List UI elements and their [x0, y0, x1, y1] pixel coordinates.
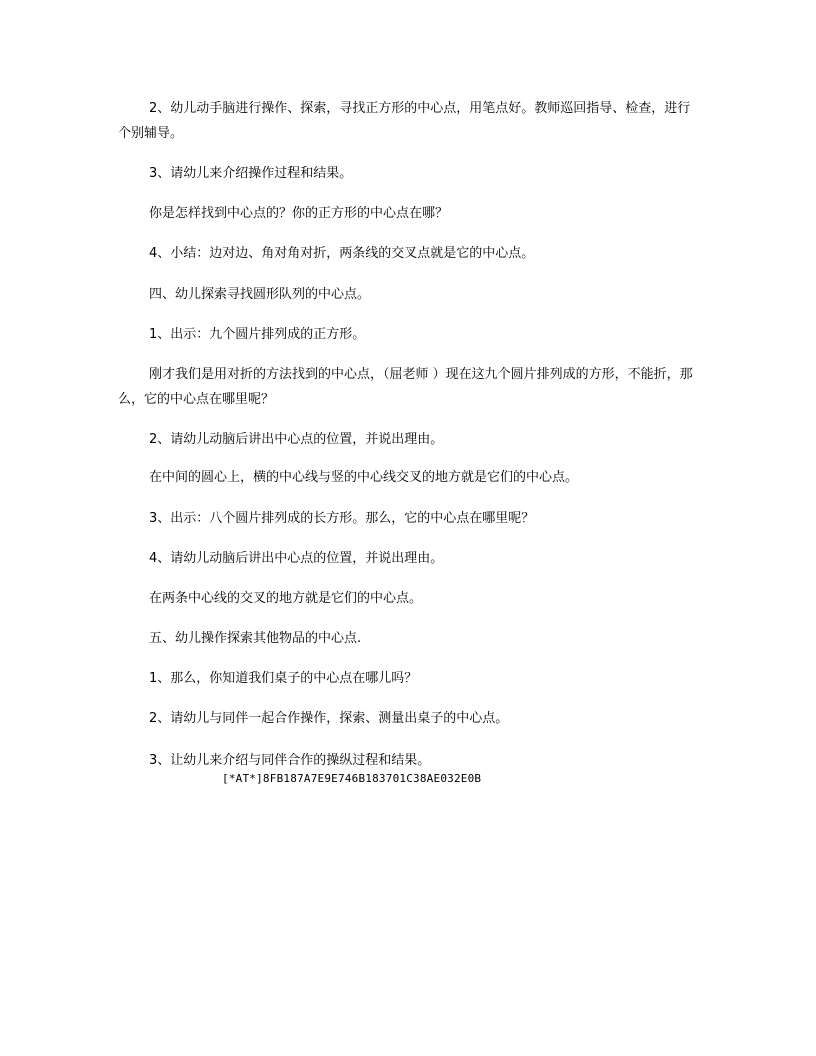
paragraph-two-lines-cross: 在两条中心线的交叉的地方就是它们的中心点。 — [149, 591, 423, 606]
paragraph-show-nine-circles: 1、出示：九个圆片排列成的正方形。 — [149, 327, 366, 342]
paragraph-introduce-cooperation: 3、让幼儿来介绍与同伴合作的操纵过程和结果。 — [149, 753, 431, 768]
paragraph-step-4-explain: 4、请幼儿动脑后讲出中心点的位置，并说出理由。 — [149, 551, 444, 566]
document-footer-code: [*AT*]8FB187A7E9E746B183701C38AE032E0B — [222, 772, 482, 785]
paragraph-question-center: 你是怎样找到中心点的？你的正方形的中心点在哪？ — [149, 206, 449, 221]
paragraph-fold-method: 刚才我们是用对折的方法找到的中心点，（屈老师 ）现在这九个圆片排列成的方形，不能折，那么，它的中心点在哪里呢？ — [118, 367, 693, 407]
paragraph-step-2-explain: 2、请幼儿动脑后讲出中心点的位置，并说出理由。 — [149, 432, 444, 447]
paragraph-step-4-summary: 4、小结：边对边、角对角对折，两条线的交叉点就是它的中心点。 — [149, 246, 535, 261]
section-heading-five: 五、幼儿操作探索其他物品的中心点. — [149, 631, 362, 646]
paragraph-step-3-introduce: 3、请幼儿来介绍操作过程和结果。 — [149, 166, 353, 181]
paragraph-show-eight-circles: 3、出示：八个圆片排列成的长方形。那么，它的中心点在哪里呢？ — [149, 511, 535, 526]
section-heading-four: 四、幼儿探索寻找圆形队列的中心点。 — [149, 287, 371, 302]
paragraph-step-2-operate: 2、幼儿动手脑进行操作、探索，寻找正方形的中心点，用笔点好。教师巡回指导、检查，进行个别辅导。 — [118, 101, 691, 141]
paragraph-cooperate-measure: 2、请幼儿与同伴一起合作操作，探索、测量出桌子的中心点。 — [149, 711, 509, 726]
paragraph-center-circle: 在中间的圆心上，横的中心线与竖的中心线交叉的地方就是它们的中心点。 — [149, 470, 579, 485]
paragraph-table-center-question: 1、那么，你知道我们桌子的中心点在哪儿吗？ — [149, 671, 418, 686]
